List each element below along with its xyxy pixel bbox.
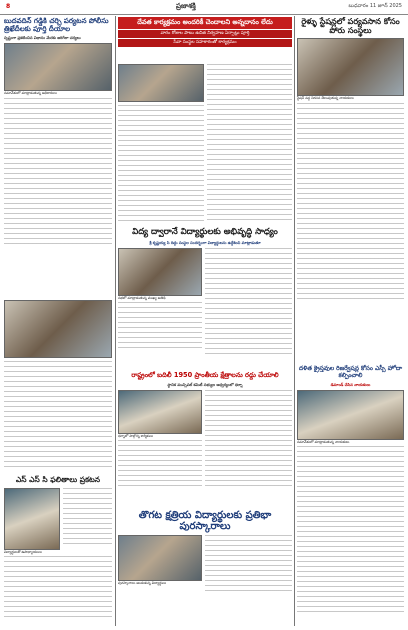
news-photo: [297, 390, 404, 440]
news-photo: [118, 390, 202, 434]
article-body: [118, 440, 202, 490]
headline: రాష్ట్రంలో బదిలీ 1950 ప్రాంతీయ క్షేత్రాలను రద్దు చేయాలి: [131, 371, 279, 379]
banner-subline: వారం రోజుల పాటు ఉచిత నిర్వహణ ఏర్పాట్లు పూర్తి: [118, 30, 292, 38]
news-photo: [4, 300, 112, 358]
page-number: 8: [6, 3, 11, 10]
subhead: శ్రీ కృష్ణయ్య సి దిద్దు సంస్థల సందర్భంగా విద్యార్థులను ఉద్దేశించి మాట్లాడుతూ: [149, 239, 261, 245]
column-rule: [294, 16, 295, 626]
news-photo: [118, 64, 204, 102]
photo-caption: సభలో మాట్లాడుతున్న ముఖ్య అతిథి: [118, 295, 166, 300]
masthead: [0, 0, 408, 15]
photo-caption: ధర్నాలో పాల్గొన్న కార్మికులు: [118, 433, 153, 438]
subhead: డిమాండ్ చేసిన నాయకులు: [330, 381, 371, 387]
article-body: [205, 535, 292, 595]
news-photo: [4, 43, 112, 91]
headline: రైళ్ళు స్టేషన్లలో పర్యవసాన కోసం పోరు సంస్థలు: [301, 17, 400, 36]
article-left-top: [4, 17, 112, 248]
issue-date: బుధవారం 11 జూన్ 2025: [348, 3, 402, 9]
article-bottom-center: [118, 510, 292, 595]
photo-caption: పురస్కారాలు అందుకున్న విద్యార్థులు: [118, 581, 166, 585]
article-body: [297, 103, 404, 303]
article-body: [297, 446, 404, 616]
headline: విద్య ద్వారానే విద్యార్థులకు అభివృద్ధి సాధ్యం: [132, 227, 278, 237]
headline: దళిత క్రైస్తవుల రిజర్వేషన్ల కోసం ఎస్సీ హోదా కల్పించాలి: [298, 365, 403, 379]
article-body: [118, 105, 204, 225]
article-body: [205, 248, 292, 356]
column-rule: [115, 16, 116, 626]
article-body: [4, 361, 112, 471]
subhead: స్థానిక మున్సిపల్ కమిటీ సభ్యుల ఆధ్వర్యంలో ధర్నా: [167, 381, 243, 387]
subhead: స్పష్టంగా ప్రకటించిన విధానం మేరకు జరిగేలా చర్యలు: [4, 35, 81, 41]
photo-caption: సమావేశంలో మాట్లాడుతున్న నాయకులు: [297, 439, 350, 444]
headline: తొగట క్షత్రియ విద్యార్థులకు ప్రతిభా పురస్కారాలు: [138, 510, 272, 532]
article-body: [4, 98, 112, 248]
article-body: [63, 488, 112, 548]
article-body: [205, 390, 292, 490]
banner-article: [118, 17, 292, 61]
article-body: [4, 556, 112, 618]
article-right-top: [297, 17, 404, 303]
headline: ఎస్ ఎస్ సి ఫలితాలు ప్రకటన: [15, 475, 101, 484]
banner-subline-2: సేవా సంస్థల సహకారంతో కార్యక్రమం: [118, 39, 292, 47]
article-left-bottom: [4, 476, 112, 618]
article-center: [118, 228, 292, 356]
article-body: [207, 64, 292, 224]
news-photo: [118, 535, 202, 581]
paper-name: ప్రజాశక్తి: [176, 2, 196, 10]
photo-caption: విద్యార్థులతో ఉపాధ్యాయులు: [4, 549, 42, 554]
photo-caption: సమావేశంలో మాట్లాడుతున్న అధికారులు: [4, 91, 57, 96]
article-mid: [118, 372, 292, 490]
article-left-middle: [4, 300, 112, 471]
news-photo: [118, 248, 202, 296]
news-photo: [4, 488, 60, 550]
article-body: [118, 302, 202, 352]
article-banner-body: [118, 64, 292, 225]
headline: బుదవదిన్ గడ్డికి చర్చి పర్యటన పోలీసు త్రిఖేదీలకు పూర్తి దీయాల: [4, 17, 109, 34]
photo-caption: స్టేషన్ వద్ద నిరసన తెలుపుతున్న నాయకులు: [297, 96, 354, 101]
article-right-bottom: [297, 366, 404, 616]
banner-headline: దేవత కార్యక్రమం అందరికీ చెందాలని అన్నదానం లేదు: [118, 17, 292, 29]
news-photo: [297, 38, 404, 96]
